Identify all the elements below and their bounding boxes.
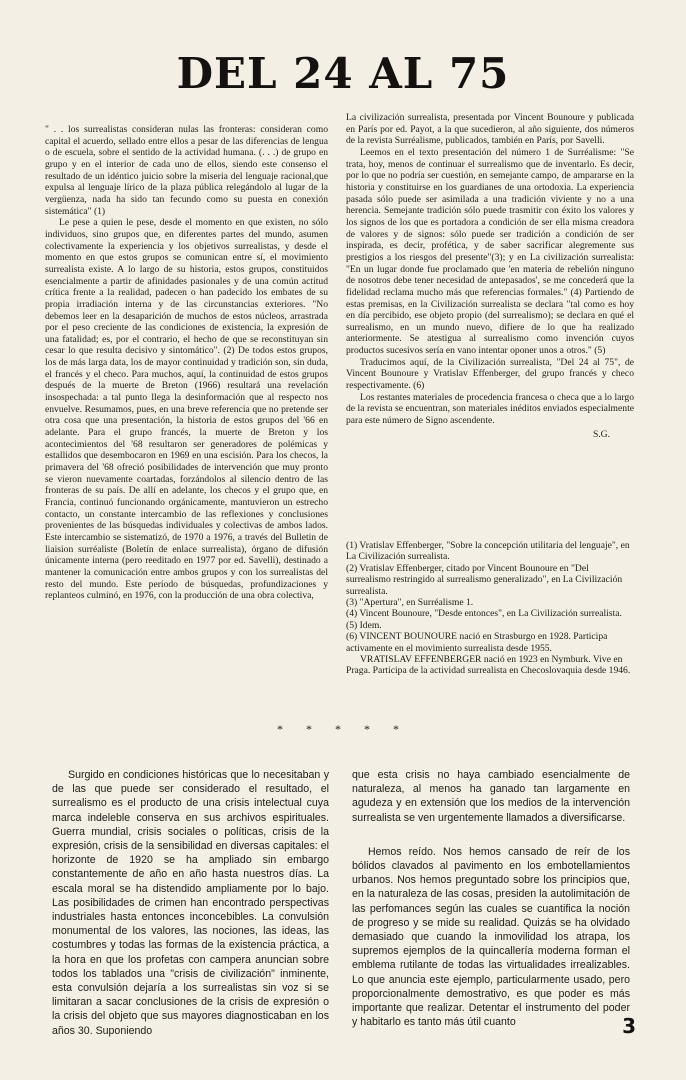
paragraph: Traducimos aquí, de la Civilización surrealista, "Del 24 al 75", de Vincent Bounoure y Vratislav Effenberger, del grupo francés y checo respectivamente. (6) <box>346 356 634 392</box>
footnote: (1) Vratislav Effenberger, "Sobre la concepción utilitaria del lenguaje", en La Civilización surrealista. <box>346 540 630 563</box>
article-column-right <box>346 112 634 532</box>
footnote: (5) Idem. <box>346 619 382 631</box>
article-column-left <box>45 124 328 694</box>
page-number: 3 <box>622 1014 636 1038</box>
paragraph: Leemos en el texto presentación del número 1 de Surréalisme: "Se trata, hoy, menos de continuar el surrealismo que de inventarlo. Es decir, por lo que no podría ser cuestión, en semejante campo, de ampararse en la historia y constituirse en los guardianes de una ortodoxia. La experiencia pasada sólo puede ser asimilada a una tradición viviente y no a una herencia. Semejante tradición sólo puede trasmitir con éxito los valores y los signos de los que es portadora a condición de ser ella misma creadora de valores y de signos: sólo puede ser tradición a condición de ser inspirada, es decir, profética, y de saber sacrificar alegremente sus prestigios a los riesgos del presente"(3); y en La civilización surrealista: "En un lugar donde fue proclamado que 'en materia de rebelión ninguno de nosotros debe tener necesidad de antepasados', se me concederá que la fidelidad reclama mucho más que referencias formales." (4) Partiendo de estas premisas, en la Civilización surrealista se declara "tal como es hoy en día percibido, ese objeto propio (del surrealismo); se declara en qué el surrealismo, en un mundo nuevo, difiere de lo que ha realizado anteriormente. Se atestigua al surrealismo como invención cuyos productos sucesivos sería en vano intentar oponer unos a otros." (5) <box>346 146 634 357</box>
essay-column-left <box>52 768 329 1037</box>
footnote: VRATISLAV EFFENBERGER nació en 1923 en Nymburk. Vive en Praga. Participa de la actividad surrealista en Checoslovaquia desde 1946. <box>346 654 631 677</box>
footnote: (6) VINCENT BOUNOURE nació en Strasburgo en 1928. Participa activamente en el movimiento surrealista desde 1955. <box>346 631 608 654</box>
footnote: (3) "Apertura", en Surréalisme 1. <box>346 597 474 609</box>
paragraph: Hemos reído. Nos hemos cansado de reír de los bólidos clavados al pavimento en los embotellamientos urbanos. Nos hemos preguntado sobre los principios que, en la naturaleza de las cosas, presiden la autolimitación de las perfomances según las cuales se cuantifica la noción de progreso y se mide su realidad. Quizás se ha olvidado demasiado que cuando la inmovilidad los atrapa, los supremos ejemplos de la quincallería moderna forman el emblema rutilante de todas las virtualidades irrealizables. Lo que anuncia este ejemplo, particularmente usado, pero proporcionalmente demostrativo, es que poder es más importante que realizar. Detentar el instrumento del poder y habitarlo es tanto más útil cuanto <box>352 845 630 1029</box>
footnote: (4) Vincent Bounoure, "Desde entonces", en La Civilización surrealista. <box>346 608 622 620</box>
paragraph: que esta crisis no haya cambiado esencialmente de naturaleza, al menos ha ganado tan largamente en agudeza y en extensión que los medios de la intervención surrealista se ven urgentemente llamados a diversificarse. <box>352 769 630 824</box>
footnote: (2) Vratislav Effenberger, citado por Vincent Bounoure en "Del surrealismo restringido al surrealismo generalizado", en La Civilización surrealista. <box>346 562 623 597</box>
paragraph: Los restantes materiales de procedencia francesa o checa que a lo largo de la revista se encuentran, son materiales inéditos enviados especialmente para este número de Signo ascendente. <box>346 391 634 427</box>
paragraph: La civilización surrealista, presentada por Vincent Bounoure y publicada en París por ed. Payot, a la que sucedieron, al año siguiente, dos números de la revista Surréalisme, publicados, también en París, por Savelli. <box>346 112 634 147</box>
essay-column-right <box>352 768 630 1029</box>
page-title: DEL 24 AL 75 <box>176 49 510 98</box>
signature: S.G. <box>592 428 610 440</box>
footnotes <box>346 540 634 685</box>
paragraph: " . . los surrealistas consideran nulas las fronteras: consideran como capital el acuerdo, sellado entre ellos a pesar de las diferencias de lengua o de escuela, sobre el sentido de la actividad humana. (. . .) de grupo en grupo y en el interior de cada uno de ellos, siendo este consenso el resultado de un idéntico juicio sobre la miseria del lenguaje racional,que expulsa al lenguaje lírico de la plaza pública relegándolo al lugar de la vergüenza, nada ha sido tan fecundo como su puesta en conexión sistemática" (1) <box>45 124 328 217</box>
section-separator: * * * * * <box>277 722 409 736</box>
paragraph: Surgido en condiciones históricas que lo necesitaban y de las que puede ser considerado el resultado, el surrealismo es el producto de una crisis intelectual cuya marca indeleble conserva en sus archivos espirituales. Guerra mundial, crisis sociales o políticas, crisis de la expresión, crisis de la sensibilidad en diversas capitales: el horizonte de 1920 se ha ampliado sin embargo constantemente de año en año hasta nuestros días. La escala moral se ha distendido ampliamente por lo bajo. Las posibilidades de crimen han encontrado perspectivas industriales hasta entonces inconcebibles. La convulsión monumental de los valores, las nociones, las ideas, las costumbres y todas las formas de la existencia práctica, a la hora en que los profetas con campera anuncian sobre todos los tablados una "crisis de civilización" inminente, esta convulsión dejaría a los surrealistas sin voz si se limitaran a sacar conclusiones de la crisis de expresión o la crisis del objeto que sus mayores diagnosticaban en los años 30. Suponiendo <box>52 769 329 1037</box>
paragraph: Le pese a quien le pese, desde el momento en que existen, no sólo individuos, sino grupos que, en diferentes partes del mundo, asumen colectivamente la experiencia y los objetivos surrealistas, y desde el momento en que estos grupos se comunican entre sí, el movimiento surrealista existe. A lo largo de su historia, estos grupos, constituidos esencialmente a partir de afinidades pasionales y de una común actitud crítica frente a la realidad, padecen o han padecido los embates de su propia irradiación interna y de las circunstancias exteriores. "No debemos leer en la desaparición de muchos de estos núcleos, arrastrada por el peso creciente de las condiciones de existencia, la expresión de una fatalidad; es, por el contrario, el hecho de que se reconstituyan sin cesar lo que resulta decisivo y sintomático". (2) De todos estos grupos, los de más larga data, los de mayor continuidad y tradición son, sin duda, el francés y el checo. Para muchos, aquí, la continuidad de estos grupos después de la muerte de Breton (1966) resultará una revelación insospechada: a tal punto llega la desinformación que al respecto nos envuelve. Resumamos, pues, en una breve referencia que no pretende ser otra cosa que una presentación, la historia de estos grupos del '66 en adelante. Para el grupo francés, la muerte de Breton y los acontecimientos del '68 resultaron ser generadores de polémicas y estallidos que desembocaron en 1969 en una escisión. Para los checos, la primavera del '68 ofreció posibilidades de intervención que muy pronto se vieron nuevamente coartadas, forzándolos al silencio dentro de las fronteras de su país. De allí en adelante, los checos y el grupo que, en Francia, continuó funcionando orgánicamente, mantuvieron un estrecho contacto, un constante intercambio de las reflexiones y conclusiones provenientes de las búsquedas individuales y colectivas de ambos lados. Este intercambio se sistematizó, de 1970 a 1976, a través del Bulletin de liaision surréaliste (Boletín de enlace surrealista), órgano de difusión únicamente interna (pero reeditado en 1977 por ed. Savelli), destinado a mantener la comunicación entre ambos grupos y con los surrealistas del resto del mundo. Este período de búsquedas, profundizaciones y replanteos culminó, en 1976, con la producción de una obra colectiva, <box>45 217 328 602</box>
